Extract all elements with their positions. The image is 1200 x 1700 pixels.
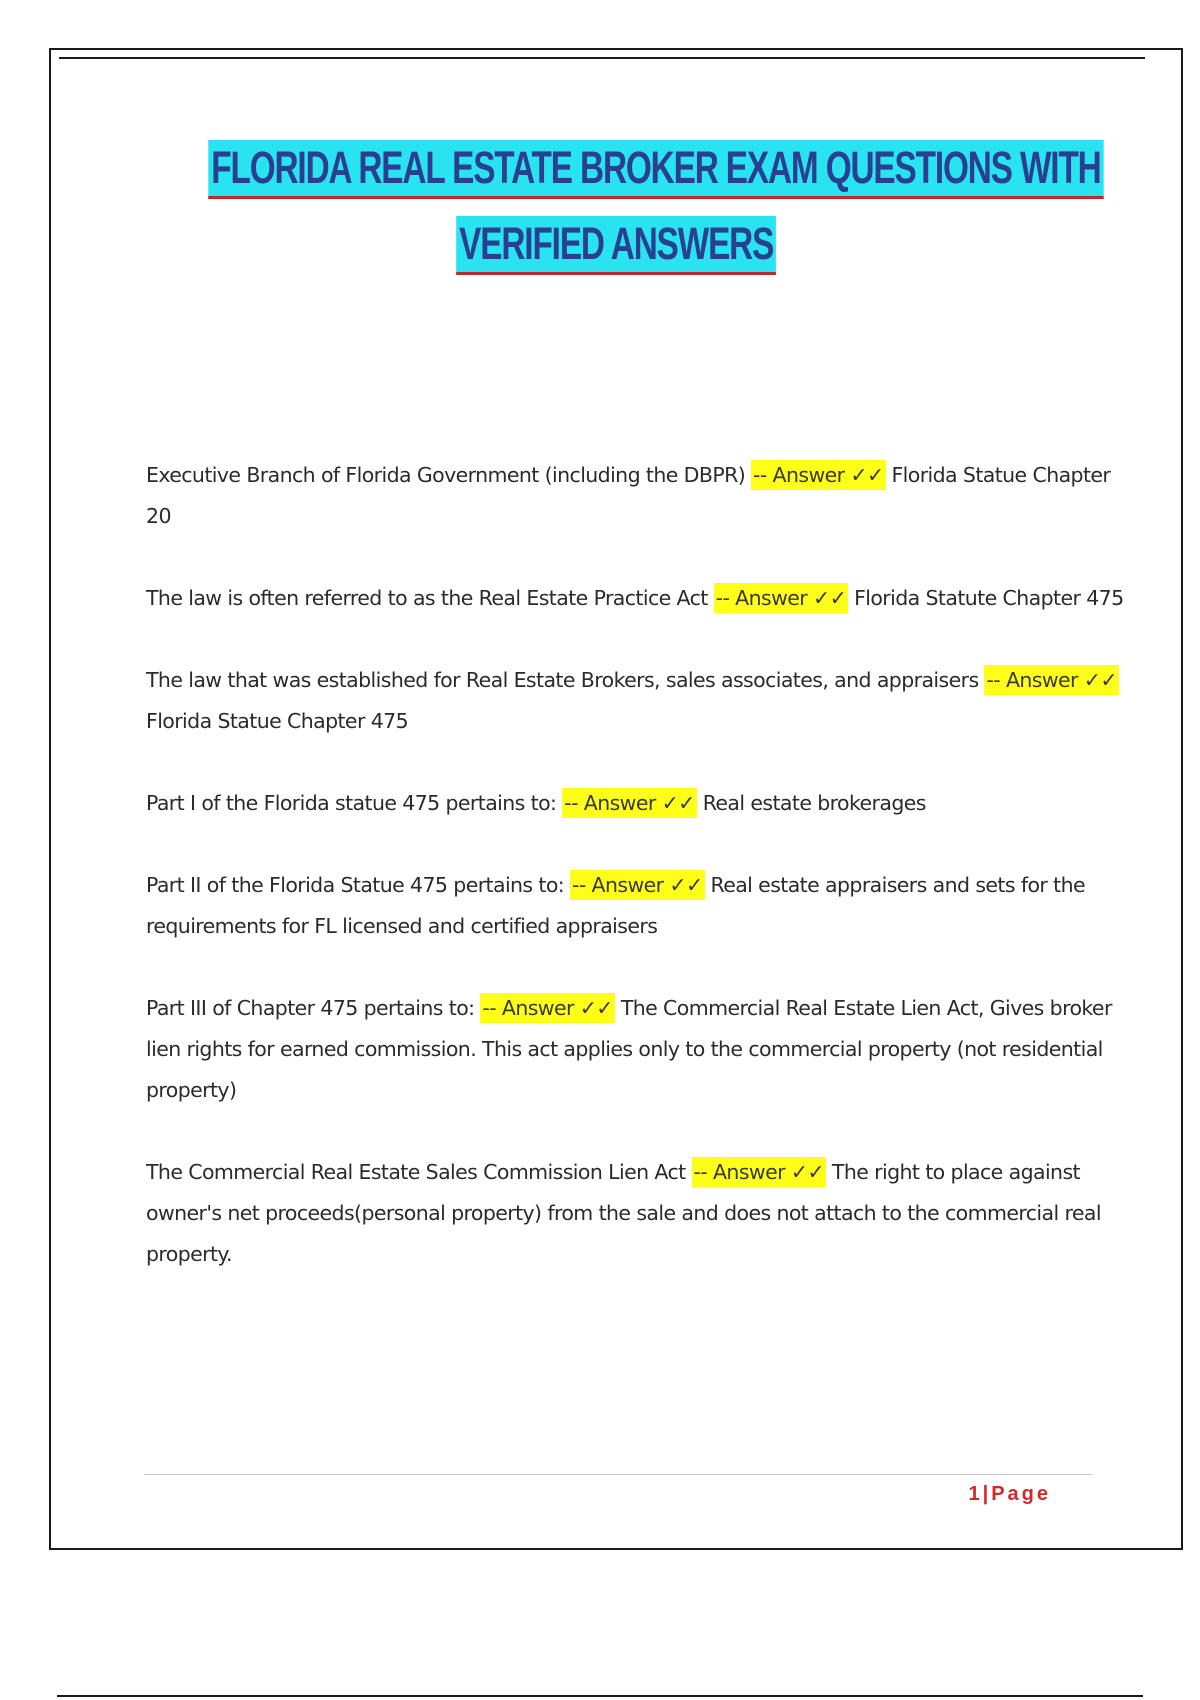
question-text: The law is often referred to as the Real Estate Practice Act — [146, 586, 708, 610]
title-line-1: FLORIDA REAL ESTATE BROKER EXAM QUESTIONS WITH — [208, 140, 1103, 199]
question-text: Part II of the Florida Statue 475 pertains to: — [146, 873, 565, 897]
question-text: Part I of the Florida statue 475 pertains to: — [146, 791, 557, 815]
page-frame — [49, 48, 1183, 1550]
qa-item — [146, 988, 1131, 1111]
answer-text: The Commercial Real Estate Lien Act, Gives broker lien rights for earned commission. This act applies only to the commercial property (not residential property) — [146, 996, 1112, 1102]
answer-text: Real estate appraisers and sets for the requirements for FL licensed and certified appraisers — [146, 873, 1085, 938]
answer-marker: -- Answer ✓✓ — [984, 665, 1119, 695]
answer-text: Real estate brokerages — [702, 791, 926, 815]
qa-item — [146, 783, 1131, 824]
answer-marker: -- Answer ✓✓ — [692, 1157, 827, 1187]
document-title — [51, 140, 1181, 292]
page-number: 1|Page — [968, 1483, 1051, 1505]
qa-list — [146, 455, 1131, 1316]
answer-marker: -- Answer ✓✓ — [570, 870, 705, 900]
top-rule — [59, 57, 1145, 59]
question-text: Executive Branch of Florida Government (including the DBPR) — [146, 463, 746, 487]
answer-text: Florida Statute Chapter 475 — [854, 586, 1124, 610]
question-text: The law that was established for Real Estate Brokers, sales associates, and appraisers — [146, 668, 979, 692]
footer-rule — [144, 1474, 1092, 1475]
answer-text: Florida Statue Chapter 20 — [146, 463, 1111, 528]
qa-item — [146, 865, 1131, 947]
answer-marker: -- Answer ✓✓ — [562, 788, 697, 818]
qa-item — [146, 455, 1131, 537]
qa-item — [146, 1152, 1131, 1275]
qa-item — [146, 660, 1131, 742]
qa-item — [146, 578, 1131, 619]
answer-marker: -- Answer ✓✓ — [480, 993, 615, 1023]
title-line-2: VERIFIED ANSWERS — [456, 216, 776, 275]
answer-marker: -- Answer ✓✓ — [714, 583, 849, 613]
answer-marker: -- Answer ✓✓ — [751, 460, 886, 490]
question-text: The Commercial Real Estate Sales Commission Lien Act — [146, 1160, 686, 1184]
next-page-rule — [57, 1695, 1143, 1697]
answer-text: Florida Statue Chapter 475 — [146, 709, 409, 733]
question-text: Part III of Chapter 475 pertains to: — [146, 996, 475, 1020]
answer-text: The right to place against owner's net proceeds(personal property) from the sale and does not attach to the commercial real property. — [146, 1160, 1101, 1266]
